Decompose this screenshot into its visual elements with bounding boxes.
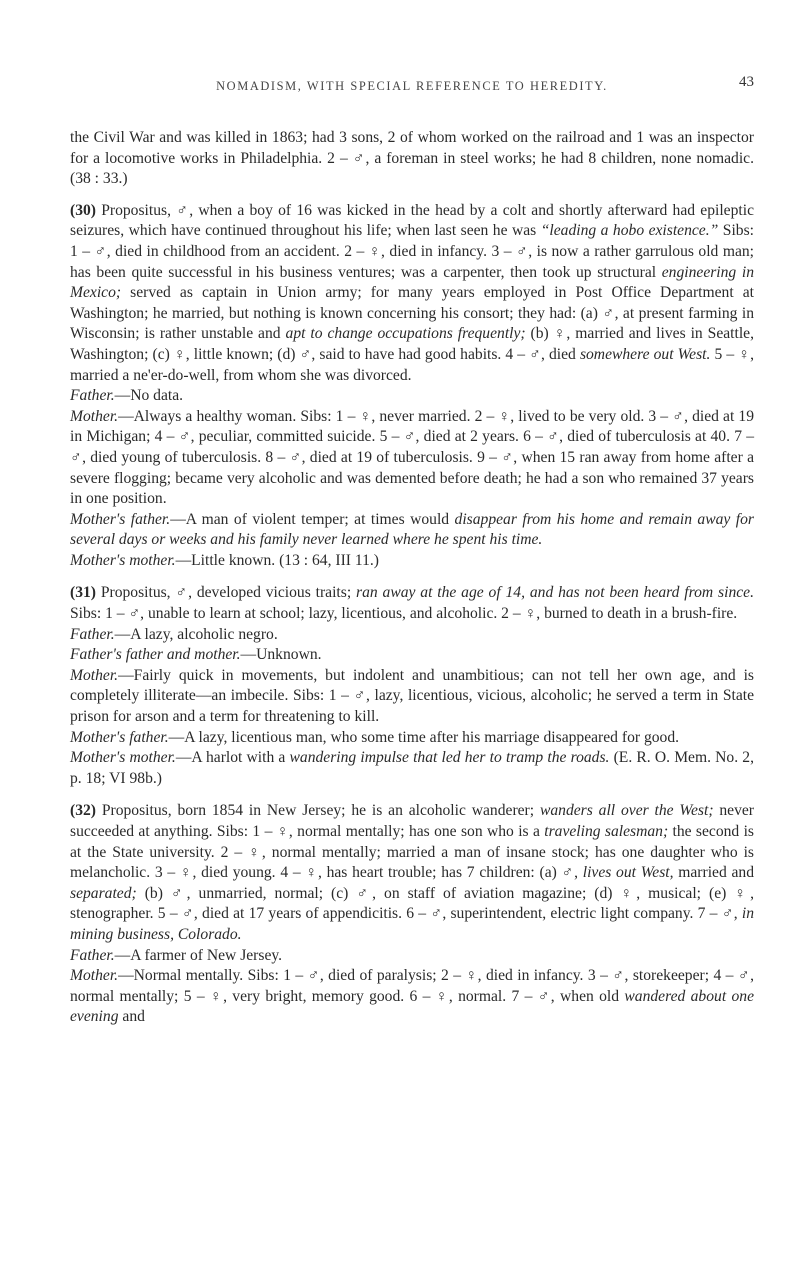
page-header	[70, 76, 754, 98]
paragraph-intro: the Civil War and was killed in 1863; had 3 sons, 2 of whom worked on the railroad and 1 was an inspector for a locomotive works in Philadelphia. 2 – ♂, a foreman in steel works; he had 8 children, none nomadic. (38 : 33.)	[70, 129, 754, 188]
mother-label: Mother.	[70, 666, 119, 684]
page-body	[70, 128, 754, 1028]
case-32-mother: Mother.—Normal mentally. Sibs: 1 – ♂, died of paralysis; 2 – ♀, died in infancy. 3 – ♂, storekeeper; 4 – ♂, normal mentally; 5 – ♀, very bright, memory good. 6 – ♀, normal. 7 – ♂, when old wandered about one evening and	[70, 967, 754, 1026]
case-31-propositus: (31) Propositus, ♂, developed vicious traits; ran away at the age of 14, and has not been heard from since. Sibs: 1 – ♂, unable to learn at school; lazy, licentious, and alcoholic. 2 – ♀, burned to death in a brush-fire.	[70, 584, 754, 623]
case-30-mothers-mother: Mother's mother.—Little known. (13 : 64, III 11.)	[70, 551, 379, 569]
mothers-father-label: Mother's father.	[70, 728, 169, 746]
case-30-mothers-father: Mother's father.—A man of violent temper; at times would disappear from his home and remain away for several days or weeks and his family never learned where he spent his time.	[70, 510, 754, 549]
page-number: 43	[739, 74, 754, 90]
case-30-propositus: (30) Propositus, ♂, when a boy of 16 was kicked in the head by a colt and shortly afterward had epileptic seizures, which have continued throughout his life; when last seen he was “leading a hobo existence.” Sibs: 1 – ♂, died in childhood from an accident. 2 – ♀, died in infancy. 3 – ♂, is now a rather garrulous old man; has been quite successful in his business ventures; was a carpenter, then took up structural engineering in Mexico; served as captain in Union army; for many years employed in Post Office Department at Washington; he married, but nothing is known concerning his consort; they had: (a) ♂, at present farming in Wisconsin; is rather unstable and apt to change occupations frequently; (b) ♀, married and lives in Seattle, Washington; (c) ♀, little known; (d) ♂, said to have had good habits. 4 – ♂, died somewhere out West. 5 – ♀, married a ne'er-do-well, from whom she was divorced.	[70, 201, 754, 384]
case-32-father: Father.—A farmer of New Jersey.	[70, 946, 283, 964]
father-label: Father.	[70, 625, 115, 643]
case-30-father: Father.—No data.	[70, 387, 184, 405]
running-title: NOMADISM, WITH SPECIAL REFERENCE TO HEREDITY.	[216, 79, 608, 93]
case-31-fathers-parents: Father's father and mother.—Unknown.	[70, 646, 322, 664]
mothers-mother-label: Mother's mother.	[70, 749, 176, 767]
mother-label: Mother.	[70, 967, 119, 985]
mothers-father-label: Mother's father.	[70, 510, 171, 528]
case-32-propositus: (32) Propositus, born 1854 in New Jersey; he is an alcoholic wanderer; wanders all over the West; never succeeded at anything. Sibs: 1 – ♀, normal mentally; has one son who is a traveling salesman; the second is at the State university. 2 – ♀, normal mentally; married a man of insane stock; has one daughter who is melancholic. 3 – ♀, died young. 4 – ♀, has heart trouble; has 7 children: (a) ♂, lives out West, married and separated; (b) ♂, unmarried, normal; (c) ♂, on staff of aviation magazine; (d) ♀, musical; (e) ♀, stenographer. 5 – ♂, died at 17 years of appendicitis. 6 – ♂, superintendent, electric light company. 7 – ♂, in mining business, Colorado.	[70, 802, 755, 943]
case-31-father: Father.—A lazy, alcoholic negro.	[70, 625, 278, 643]
case-31-mother: Mother.—Fairly quick in movements, but indolent and unambitious; can not tell her own age, and is completely illiterate—an imbecile. Sibs: 1 – ♂, lazy, licentious, vicious, alcoholic; he served a term in State prison for arson and a term for threatening to kill.	[70, 666, 754, 726]
case-number: (31)	[70, 584, 96, 602]
case-31-mothers-mother: Mother's mother.—A harlot with a wandering impulse that led her to tramp the roads. (E. R. O. Mem. No. 2, p. 18; VI 98b.)	[70, 749, 754, 787]
father-label: Father.	[70, 387, 115, 405]
case-number: (32)	[70, 802, 96, 820]
case-30-mother: Mother.—Always a healthy woman. Sibs: 1 – ♀, never married. 2 – ♀, lived to be very old. 3 – ♂, died at 19 in Michigan; 4 – ♂, peculiar, committed suicide. 5 – ♂, died at 2 years. 6 – ♂, died of tuberculosis at 40. 7 – ♂, died young of tuberculosis. 8 – ♂, died at 19 of tuberculosis. 9 – ♂, when 15 ran away from home after a severe flogging; became very alcoholic and was demented before death; he had a son who remained 37 years in one position.	[70, 407, 754, 508]
mother-label: Mother.	[70, 407, 119, 425]
fathers-parents-label: Father's father and mother.	[70, 646, 241, 664]
case-31-mothers-father: Mother's father.—A lazy, licentious man, who some time after his marriage disappeared for good.	[70, 728, 680, 746]
father-label: Father.	[70, 946, 115, 964]
mothers-mother-label: Mother's mother.	[70, 551, 176, 569]
case-number: (30)	[70, 201, 96, 219]
